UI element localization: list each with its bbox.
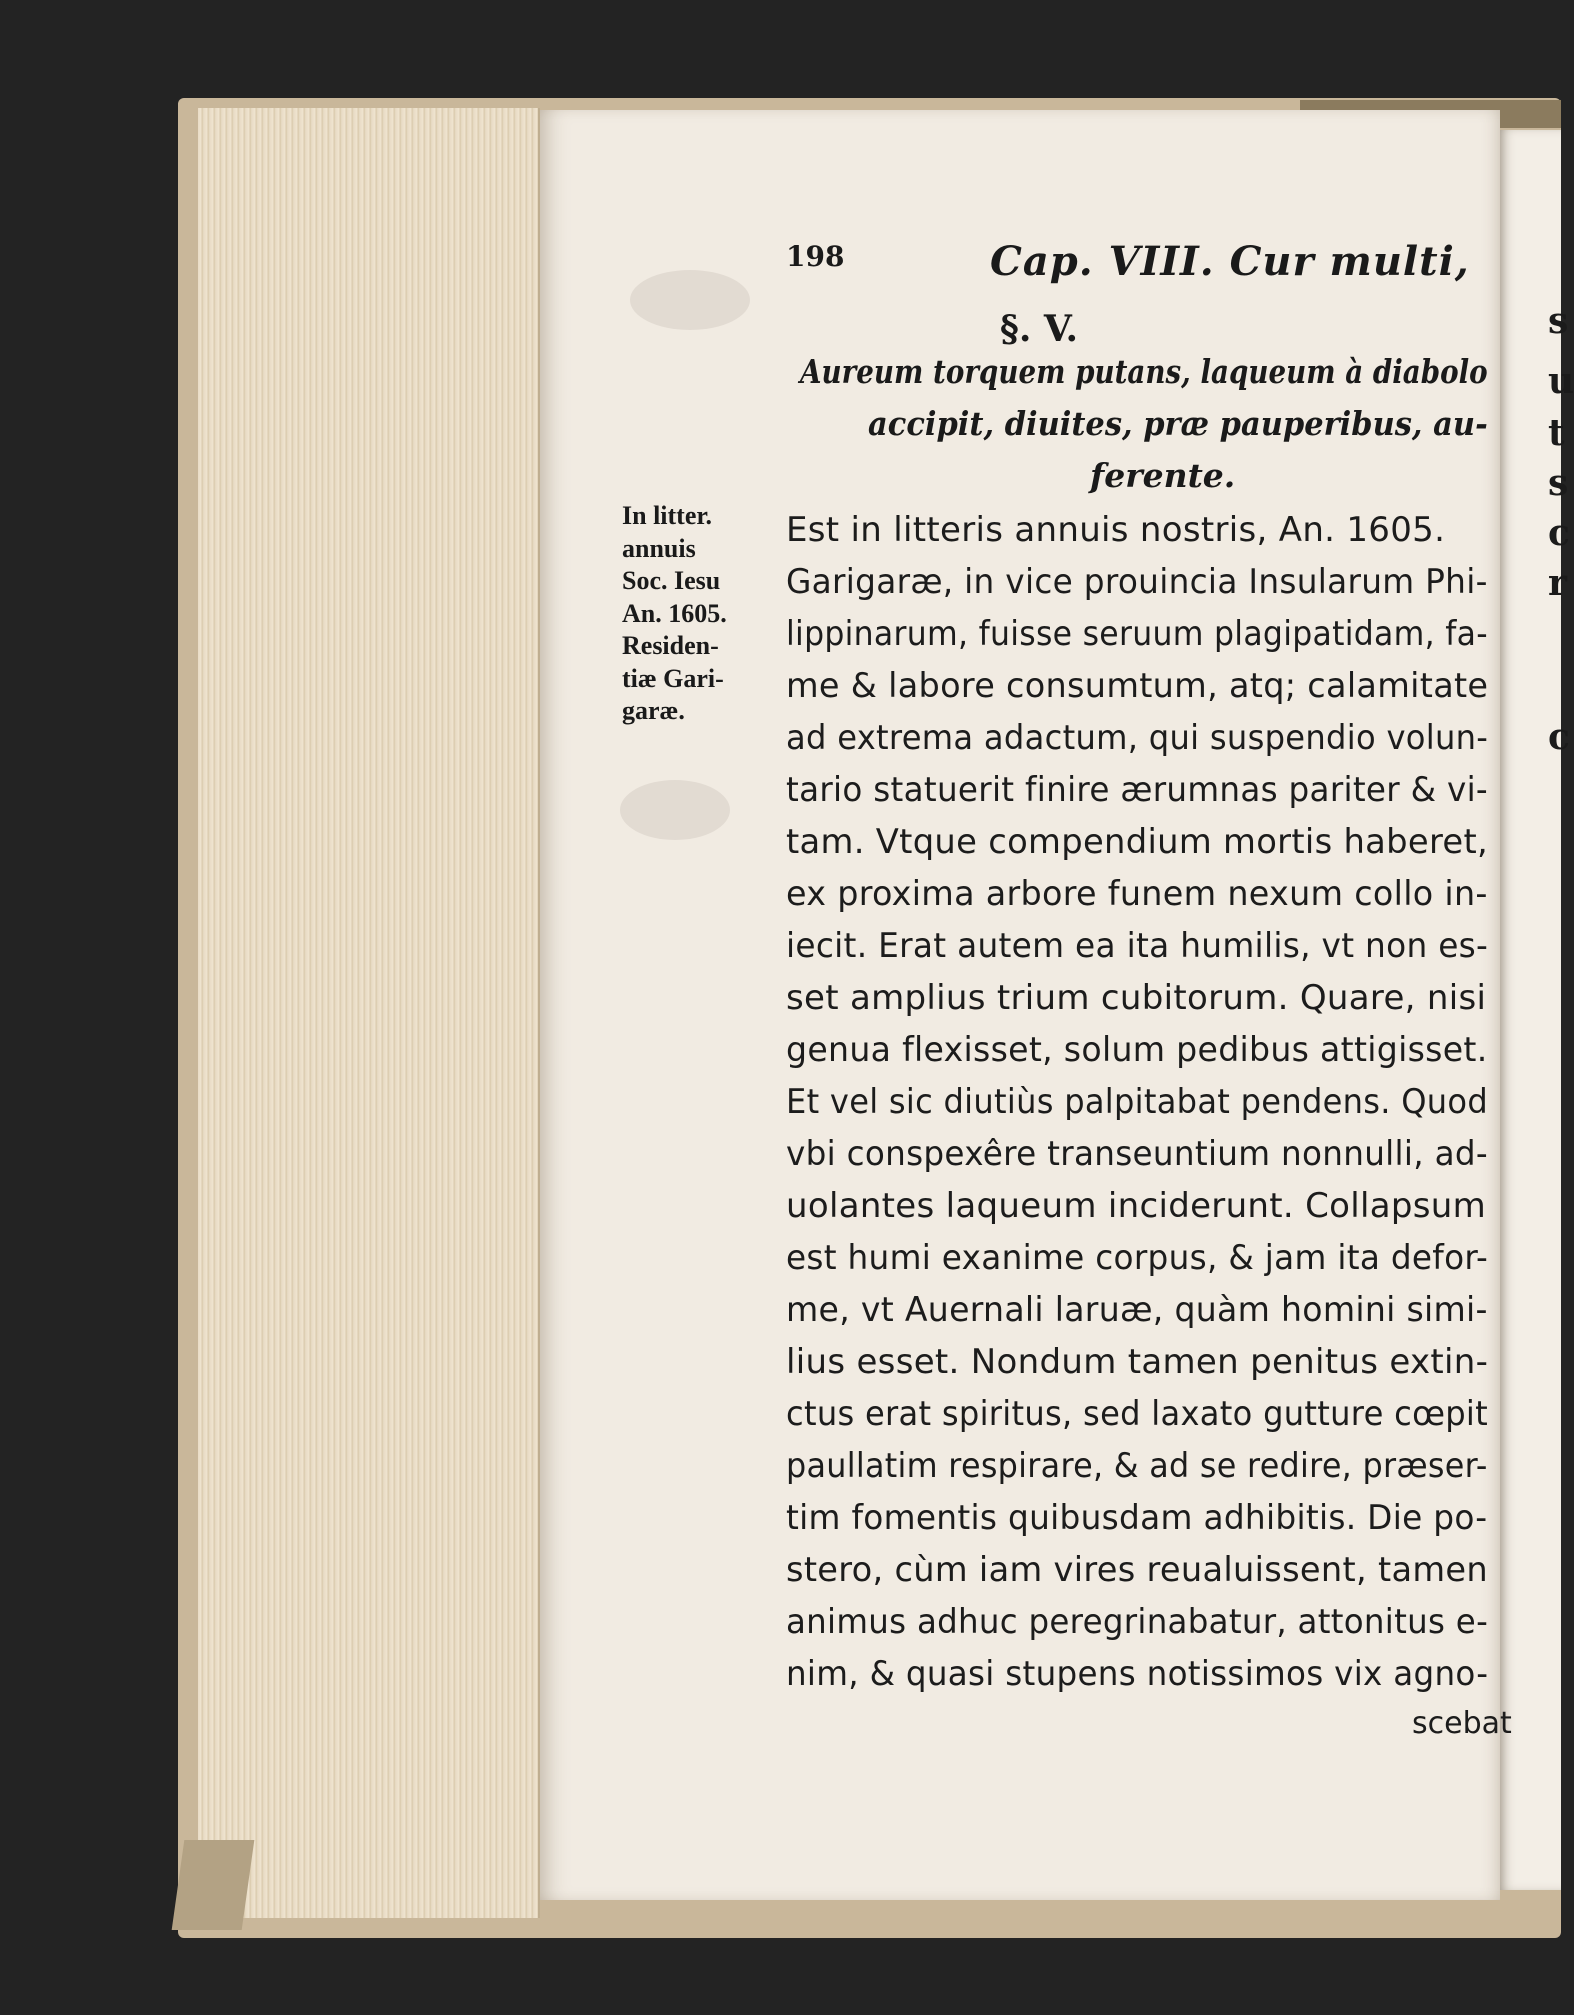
margin-note [622, 500, 772, 728]
margin-note-line: Residen- [622, 631, 719, 660]
body-line: paullatim respirare, & ad se redire, præser- [786, 1446, 1488, 1486]
body-line: tim fomentis quibusdam adhibitis. Die po- [786, 1498, 1488, 1538]
body-line: Et vel sic diutiùs palpitabat pendens. Quod [786, 1082, 1488, 1122]
facing-page-char: s [1548, 300, 1569, 342]
body-line: animus adhuc peregrinabatur, attonitus e- [786, 1602, 1489, 1642]
margin-note-line: An. 1605. [622, 598, 727, 628]
body-line: me & labore consumtum, atq; calamitate [786, 666, 1489, 706]
body-line: tam. Vtque compendium mortis haberet, [786, 822, 1489, 862]
body-line: tario statuerit finire ærumnas pariter & vi- [786, 770, 1488, 810]
body-line: genua flexisset, solum pedibus attigisset. [786, 1030, 1488, 1070]
body-line: ad extrema adactum, qui suspendio volun- [786, 718, 1489, 758]
body-line: Garigaræ, in vice prouincia Insularum Phi- [786, 562, 1488, 602]
body-line: stero, cùm iam vires reualuissent, tamen [786, 1550, 1488, 1590]
body-line: lippinarum, fuisse seruum plagipatidam, fa- [786, 614, 1488, 654]
facing-page-char: c [1548, 716, 1570, 758]
cover-corner [172, 1840, 255, 1930]
facing-page-char: t [1548, 412, 1565, 454]
section-heading-line: accipit, diuites, præ pauperibus, au- [868, 404, 1488, 443]
body-line: iecit. Erat autem ea ita humilis, vt non es- [786, 926, 1489, 966]
facing-page-char: u [1548, 360, 1574, 402]
body-line: est humi exanime corpus, & jam ita defor- [786, 1238, 1489, 1278]
page-edges [198, 108, 540, 1918]
body-line: lius esset. Nondum tamen penitus extin- [786, 1342, 1489, 1382]
margin-note-line: garæ. [622, 696, 685, 725]
body-line: Est in litteris annuis nostris, An. 1605. [786, 510, 1446, 550]
body-line: me, vt Auernali laruæ, quàm homini simi- [786, 1290, 1488, 1330]
show-through-smudge [630, 270, 750, 330]
catchword: scebat [1412, 1706, 1512, 1741]
body-line: ex proxima arbore funem nexum collo in- [786, 874, 1488, 914]
body-line: set amplius trium cubitorum. Quare, nisi [786, 978, 1487, 1018]
section-heading-line: Aureum torquem putans, laqueum à diabolo [800, 352, 1488, 391]
facing-page-char: s [1548, 462, 1569, 504]
margin-note-line: Soc. Iesu [622, 566, 721, 595]
section-heading-line: ferente. [1090, 456, 1236, 495]
show-through-smudge [620, 780, 730, 840]
facing-page-char: c [1548, 512, 1570, 554]
margin-note-line: tiæ Gari- [622, 663, 724, 693]
body-line: nim, & quasi stupens notissimos vix agno- [786, 1654, 1489, 1694]
section-mark: §. V. [1000, 308, 1079, 350]
body-line: uolantes laqueum inciderunt. Collapsum [786, 1186, 1487, 1226]
page-number: 198 [786, 240, 845, 273]
margin-note-line: annuis [622, 533, 696, 563]
facing-page-char: r [1548, 562, 1567, 604]
running-head: Cap. VIII. Cur multi, [990, 238, 1470, 285]
body-line: vbi conspexêre transeuntium nonnulli, ad- [786, 1134, 1488, 1174]
margin-note-line: In litter. [622, 501, 713, 530]
body-line: ctus erat spiritus, sed laxato gutture cœpit [786, 1394, 1489, 1434]
